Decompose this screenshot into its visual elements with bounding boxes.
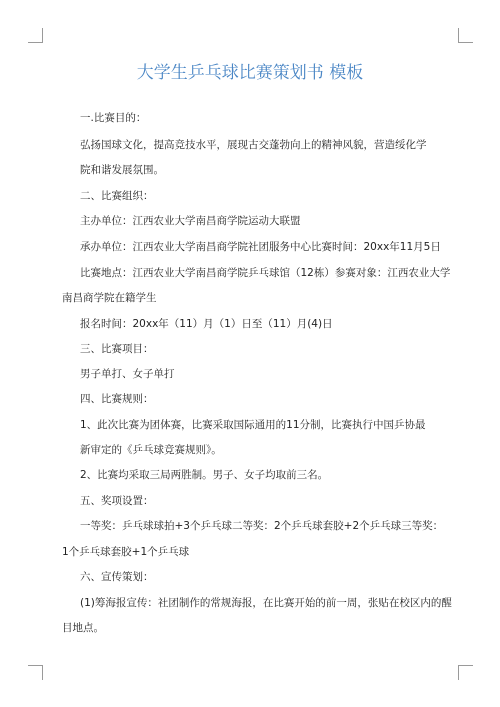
registration-time-line: 报名时间：20xx年（11）月（1）日至（11）月(4)日 — [80, 318, 333, 330]
co-organizer-and-time-line: 承办单位：江西农业大学南昌商学院社团服务中心比赛时间：20xx年11月5日 — [80, 241, 441, 253]
rule-2-line: 2、比赛均采取三局两胜制。男子、女子均取前三名。 — [80, 469, 329, 481]
section-heading-organization: 二、比赛组织： — [80, 190, 154, 202]
page-corner-mark-bottom-left — [28, 665, 43, 680]
section-heading-events: 三、比赛项目： — [80, 343, 154, 355]
participants-continuation-line: 南昌商学院在籍学生 — [62, 292, 157, 304]
organizer-line: 主办单位：江西农业大学南昌商学院运动大联盟 — [80, 215, 301, 227]
purpose-paragraph-line: 院和谐发展氛围。 — [80, 164, 164, 176]
awards-line: 一等奖：乒乓球球拍+3个乒乓球二等奖：2个乒乓球套胶+2个乒乓球三等奖： — [80, 520, 444, 532]
section-heading-rules: 四、比赛规则： — [80, 393, 154, 405]
awards-continuation-line: 1个乒乓球套胶+1个乒乓球 — [62, 546, 190, 558]
section-heading-purpose: 一.比赛目的： — [80, 112, 147, 124]
publicity-item-1-line: (1)筹海报宣传：社团制作的常规海报，在比赛开始的前一周，张贴在校区内的醒 — [80, 597, 452, 609]
publicity-item-1-continuation-line: 目地点。 — [62, 622, 104, 634]
rule-1-line: 1、此次比赛为团体赛，比赛采取国际通用的11分制，比赛执行中国乒协最 — [80, 419, 426, 431]
page-corner-mark-bottom-right — [458, 665, 473, 680]
section-heading-publicity: 六、宣传策划： — [80, 571, 154, 583]
venue-and-participants-line: 比赛地点：江西农业大学南昌商学院乒乓球馆（12栋）参赛对象：江西农业大学 — [80, 267, 451, 279]
document-title: 大学生乒乓球比赛策划书 模板 — [136, 63, 364, 83]
page-corner-mark-top-left — [28, 28, 43, 43]
events-line: 男子单打、女子单打 — [80, 368, 175, 380]
section-heading-awards: 五、奖项设置： — [80, 495, 154, 507]
purpose-paragraph-line: 弘扬国球文化，提高竞技水平，展现古交蓬勃向上的精神风貌，营造绥化学 — [80, 139, 427, 151]
page-corner-mark-top-right — [458, 28, 473, 43]
rule-1-continuation-line: 新审定的《乒乓球竞赛规则》。 — [80, 444, 222, 456]
